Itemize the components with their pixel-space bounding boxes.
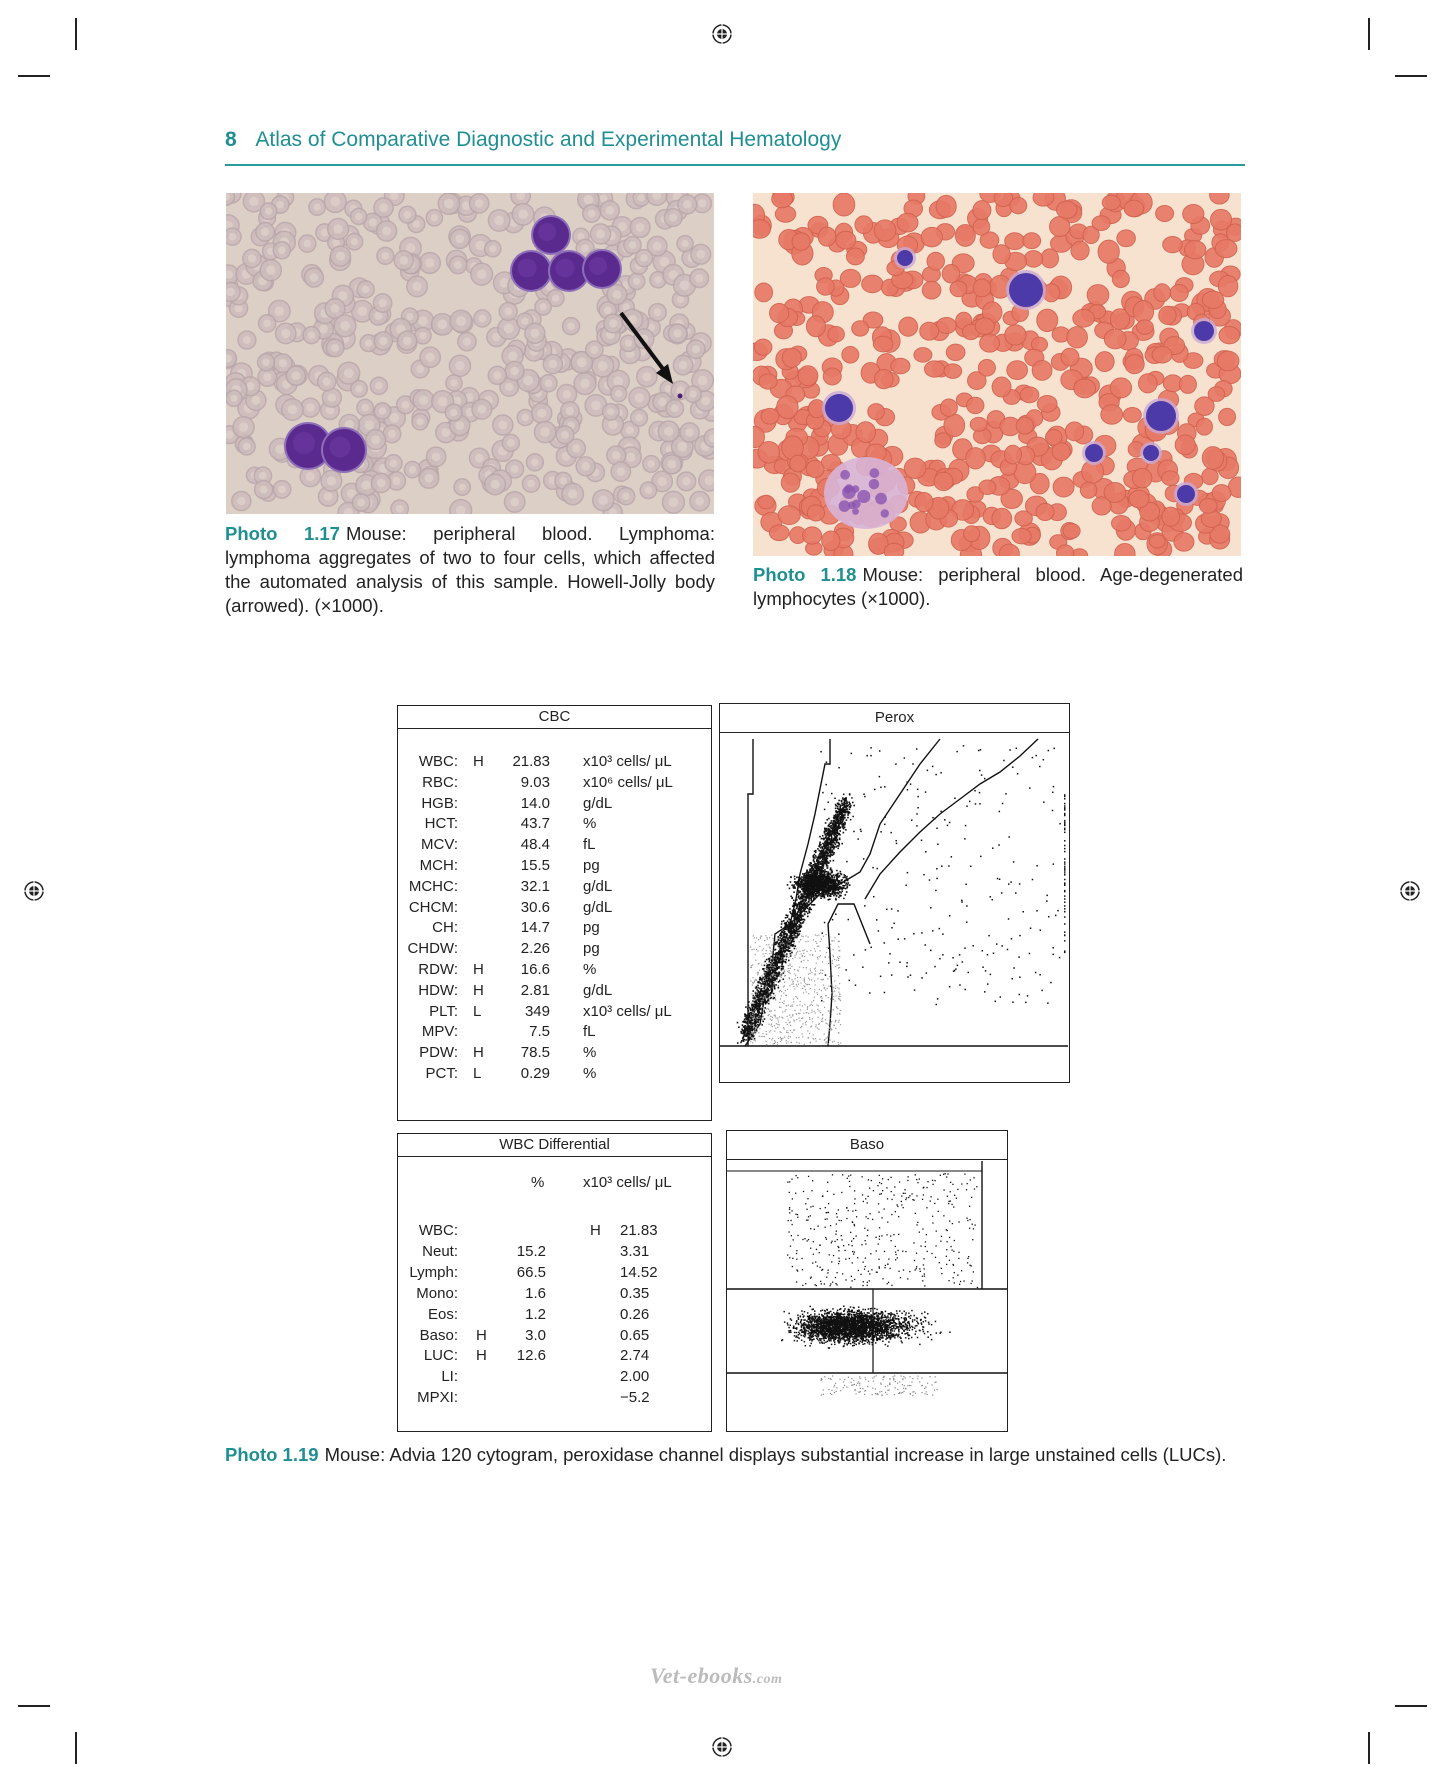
absolute-value: 3.31 — [620, 1242, 650, 1260]
parameter-name: MCV: — [421, 836, 458, 854]
crop-mark — [1368, 18, 1370, 50]
cell-type-name: WBC: — [418, 1222, 458, 1239]
cbc-panel — [397, 705, 712, 1121]
perox-cytogram — [719, 703, 1070, 1083]
abs-column-header: x10³ cells/ μL — [583, 1174, 672, 1191]
parameter-value: 2.26 — [520, 940, 550, 958]
parameter-unit: % — [583, 815, 597, 833]
photo-1-18-caption — [753, 563, 1243, 611]
percent-value: 15.2 — [516, 1242, 546, 1260]
parameter-name: CHCM: — [408, 898, 458, 916]
perox-scatter — [720, 734, 1069, 1082]
percent-value: 1.2 — [525, 1305, 546, 1323]
percent-value: 3.0 — [525, 1326, 546, 1344]
diff-row — [398, 1304, 711, 1325]
parameter-unit: pg — [583, 940, 600, 958]
diff-row — [398, 1325, 711, 1346]
cell-type-name: Eos: — [427, 1305, 458, 1323]
cbc-row — [398, 834, 711, 855]
parameter-value: 7.5 — [529, 1023, 550, 1041]
parameter-value: 14.0 — [520, 794, 550, 812]
parameter-unit: x10³ cells/ μL — [583, 753, 672, 770]
photo-1-19-caption — [225, 1443, 1245, 1467]
parameter-name: PDW: — [419, 1044, 458, 1062]
diff-row — [398, 1283, 711, 1304]
crop-mark — [75, 1732, 77, 1764]
flag: H — [476, 1326, 487, 1344]
watermark-logo: Vet-ebooks.com — [650, 1663, 783, 1688]
parameter-unit: % — [583, 1065, 597, 1082]
caption-text: Mouse: peripheral blood. Age-degenerated lymphocytes (×1000). — [753, 564, 1243, 609]
cbc-row — [398, 1042, 711, 1063]
parameter-value: 349 — [524, 1002, 550, 1020]
caption-text: Mouse: peripheral blood. Lymphoma: lymphoma aggregates of two to four cells, which affected the automated analysis of this sample. Howell-Jolly body (arrowed). (×1000). — [225, 523, 715, 616]
parameter-value: 21.83 — [512, 753, 550, 770]
crop-mark — [1368, 1732, 1370, 1764]
parameter-name: RDW: — [418, 961, 458, 978]
registration-mark-icon — [1399, 880, 1421, 902]
parameter-name: MPV: — [421, 1023, 458, 1041]
parameter-value: 48.4 — [520, 836, 550, 854]
cell-type-name: Neut: — [422, 1242, 458, 1260]
cbc-row — [398, 897, 711, 918]
wbc-diff-table — [398, 1220, 711, 1420]
cbc-row — [398, 855, 711, 876]
running-head — [225, 128, 1245, 166]
cell-type-name: Baso: — [419, 1326, 458, 1344]
photo-label: Photo 1.17 — [225, 523, 340, 544]
baso-cytogram — [726, 1130, 1008, 1432]
baso-scatter — [727, 1161, 1007, 1431]
percent-value: 1.6 — [525, 1284, 546, 1302]
cbc-title: CBC — [398, 706, 711, 729]
cbc-row — [398, 1021, 711, 1042]
parameter-name: PCT: — [425, 1065, 458, 1082]
parameter-name: MCH: — [419, 857, 458, 874]
cbc-row — [398, 1063, 711, 1084]
cell-type-name: MPXI: — [417, 1389, 458, 1407]
parameter-name: PLT: — [429, 1002, 458, 1020]
crop-mark — [75, 18, 77, 50]
flag: H — [473, 753, 484, 770]
cell-type-name: Mono: — [416, 1284, 458, 1302]
parameter-value: 43.7 — [520, 815, 550, 833]
parameter-value: 0.29 — [520, 1065, 550, 1082]
parameter-name: MCHC: — [408, 877, 458, 895]
cbc-row — [398, 793, 711, 814]
diff-row — [398, 1387, 711, 1408]
absolute-value: 2.00 — [620, 1368, 650, 1386]
parameter-unit: x10⁶ cells/ μL — [583, 773, 673, 791]
percent-value: 66.5 — [516, 1263, 546, 1281]
parameter-value: 78.5 — [520, 1044, 550, 1062]
parameter-value: 15.5 — [520, 857, 550, 874]
cbc-row — [398, 1001, 711, 1022]
parameter-name: HGB: — [421, 794, 458, 812]
diff-row — [398, 1345, 711, 1366]
diff-row — [398, 1241, 711, 1262]
parameter-unit: g/dL — [583, 981, 613, 999]
cbc-row — [398, 980, 711, 1001]
flag: H — [473, 961, 484, 978]
parameter-unit: fL — [583, 836, 596, 854]
parameter-unit: g/dL — [583, 898, 613, 916]
crop-mark — [18, 75, 50, 77]
parameter-unit: pg — [583, 919, 600, 937]
cbc-row — [398, 772, 711, 793]
flag: H — [476, 1347, 487, 1365]
diff-row — [398, 1366, 711, 1387]
parameter-unit: g/dL — [583, 794, 613, 812]
crop-mark — [1395, 1705, 1427, 1707]
parameter-unit: % — [583, 1044, 597, 1062]
absolute-value: 2.74 — [620, 1347, 650, 1365]
parameter-value: 14.7 — [520, 919, 550, 937]
caption-text: Mouse: Advia 120 cytogram, peroxidase channel displays substantial increase in large unstained cells (LUCs). — [324, 1444, 1227, 1465]
cbc-row — [398, 751, 711, 772]
parameter-name: WBC: — [418, 753, 458, 770]
cbc-row — [398, 959, 711, 980]
absolute-value: 0.35 — [620, 1284, 650, 1302]
photo-1-18-image — [753, 193, 1241, 556]
registration-mark-icon — [23, 880, 45, 902]
wbc-diff-header — [398, 1174, 711, 1198]
parameter-name: CH: — [432, 919, 458, 937]
photo-1-17-caption — [225, 522, 715, 618]
parameter-value: 16.6 — [520, 961, 550, 978]
blood-smear-degenerated-lymphocytes — [753, 193, 1241, 556]
cbc-row — [398, 876, 711, 897]
flag: L — [473, 1065, 482, 1082]
photo-1-17-image — [226, 193, 714, 514]
parameter-unit: % — [583, 961, 597, 978]
absolute-value: 0.26 — [620, 1305, 650, 1323]
absolute-value: 0.65 — [620, 1326, 650, 1344]
baso-title: Baso — [727, 1131, 1007, 1160]
cbc-row — [398, 813, 711, 834]
flag: L — [473, 1002, 482, 1020]
book-title: Atlas of Comparative Diagnostic and Experimental Hematology — [255, 128, 842, 151]
cell-type-name: LUC: — [423, 1347, 458, 1365]
parameter-value: 32.1 — [520, 877, 550, 895]
wbc-differential-panel — [397, 1133, 712, 1432]
crop-mark — [18, 1705, 50, 1707]
parameter-name: RBC: — [422, 773, 458, 791]
cbc-table — [398, 751, 711, 1111]
parameter-name: HCT: — [424, 815, 458, 833]
flag: H — [473, 981, 484, 999]
parameter-value: 9.03 — [520, 773, 550, 791]
perox-title: Perox — [720, 704, 1069, 733]
parameter-unit: fL — [583, 1023, 596, 1041]
diff-row — [398, 1262, 711, 1283]
cell-type-name: LI: — [441, 1368, 458, 1386]
parameter-unit: g/dL — [583, 877, 613, 895]
pct-column-header: % — [531, 1174, 545, 1191]
flag: H — [473, 1044, 484, 1062]
parameter-name: HDW: — [418, 981, 458, 999]
crop-mark — [1395, 75, 1427, 77]
blood-smear-lymphoma — [226, 193, 714, 514]
parameter-value: 30.6 — [520, 898, 550, 916]
wbc-diff-title: WBC Differential — [398, 1134, 711, 1157]
registration-mark-icon — [711, 23, 733, 45]
parameter-unit: x10³ cells/ μL — [583, 1002, 672, 1020]
flag: H — [590, 1222, 601, 1239]
registration-mark-icon — [711, 1736, 733, 1758]
page-number: 8 — [225, 128, 237, 151]
parameter-value: 2.81 — [520, 981, 550, 999]
cbc-row — [398, 938, 711, 959]
diff-row — [398, 1220, 711, 1241]
absolute-value: 21.83 — [620, 1222, 658, 1239]
photo-label: Photo 1.18 — [753, 564, 857, 585]
photo-label: Photo 1.19 — [225, 1444, 319, 1465]
absolute-value: −5.2 — [620, 1389, 650, 1407]
absolute-value: 14.52 — [620, 1263, 658, 1281]
cbc-row — [398, 917, 711, 938]
cell-type-name: Lymph: — [409, 1263, 458, 1281]
parameter-unit: pg — [583, 857, 600, 874]
percent-value: 12.6 — [516, 1347, 546, 1365]
parameter-name: CHDW: — [407, 940, 458, 958]
